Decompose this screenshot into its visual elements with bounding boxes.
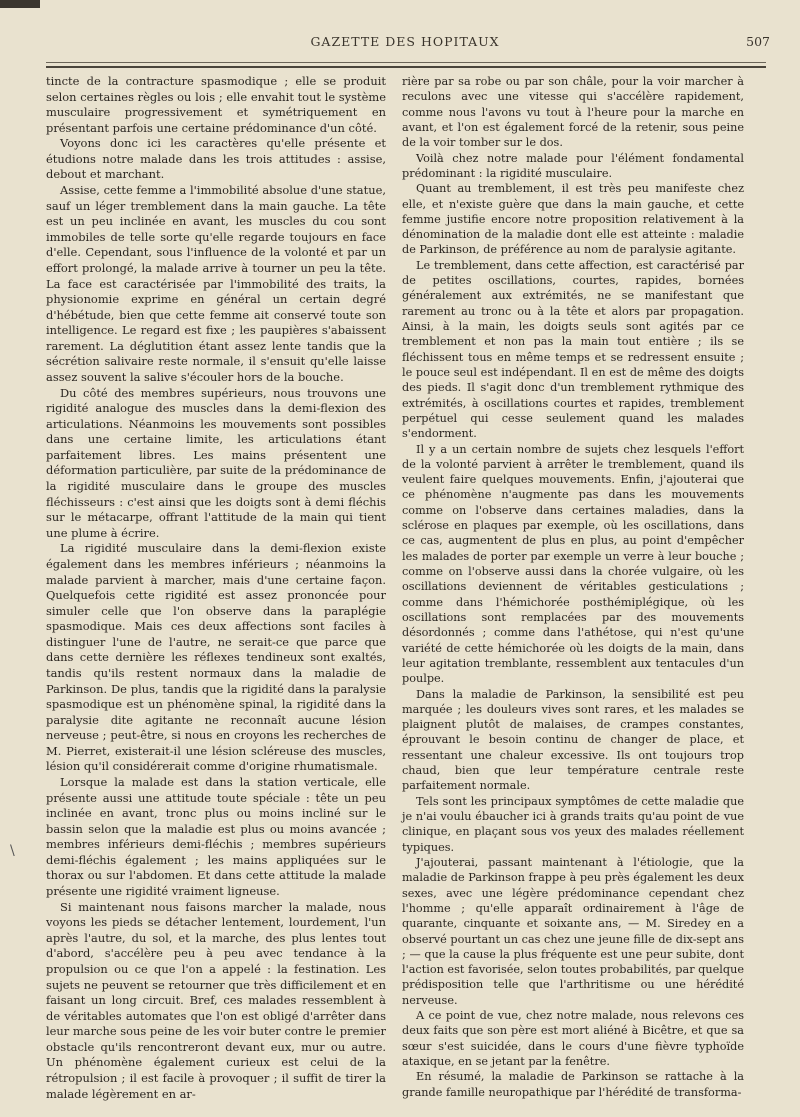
paragraph: Voilà chez notre malade pour l'élément fondamental prédominant : la rigidité musculaire. [402,151,744,180]
paragraph: tincte de la contracture spasmodique ; elle se produit selon certaines règles ou lois ; elle envahit tout le système musculaire progressivement et symétriquement en présentant parfois une certaine prédominance d'un côté. [46,74,386,135]
header-rule-thick [46,66,766,68]
paragraph: Assise, cette femme a l'immobilité absolue d'une statue, sauf un léger tremblement dans la main gauche. La tête est un peu inclinée en avant, les muscles du cou sont immobiles de telle sorte qu'elle regarde toujours en face d'elle. Cependant, sous l'influence de la volonté et par un effort prolongé, la malade arrive à tourner un peu la tête. La face est caractérisée par l'immobilité des traits, la physionomie exprime en général un certain degré d'hébétude, bien que cette femme ait conservé toute son intelligence. Le regard est fixe ; les paupières s'abaissent rarement. La déglutition étant assez lente tandis que la sécrétion salivaire reste normale, il s'ensuit qu'elle laisse assez souvent la salive s'écouler hors de la bouche. [46,183,386,384]
paragraph: J'ajouterai, passant maintenant à l'étiologie, que la maladie de Parkinson frappe à peu près également les deux sexes, avec une légère prédominance cependant chez l'homme ; qu'elle apparaît ordinairement à l'âge de quarante, cinquante et soixante ans, — M. Siredey en a observé pourtant un cas chez une jeune fille de dix-sept ans ; — que la cause la plus fréquente est une peur subite, dont l'action est favorisée, selon toutes probabilités, par quelque prédisposition telle que l'arthritisme ou une hérédité nerveuse. [402,855,744,1007]
paragraph: Voyons donc ici les caractères qu'elle présente et étudions notre malade dans les trois attitudes : assise, debout et marchant. [46,136,386,182]
left-column [46,74,386,1102]
paragraph: Si maintenant nous faisons marcher la malade, nous voyons les pieds se détacher lentement, lourdement, l'un après l'autre, du sol, et la marche, des plus lentes tout d'abord, s'accélère peu à peu avec tendance à la propulsion ou ce que l'on a appelé : la festination. Les sujets ne peuvent se retourner que très difficilement et en faisant un long circuit. Bref, ces malades ressemblent à de véritables automates que l'on est obligé d'arrêter dans leur marche sous peine de les voir buter contre le premier obstacle qu'ils rencontreront devant eux, mur ou autre. Un phénomène également curieux est celui de la rétropulsion ; il est facile à provoquer ; il suffit de tirer la malade légèrement en ar- [46,899,386,1101]
journal-title: GAZETTE DES HOPITAUX [310,34,500,49]
paragraph: Dans la maladie de Parkinson, la sensibilité est peu marquée ; les douleurs vives sont rares, et les malades se plaignent plutôt de malaises, de crampes constantes, éprouvant le besoin continu de changer de place, et ressentant une chaleur excessive. Ils ont toujours trop chaud, bien que leur température centrale reste parfaitement normale. [402,687,744,793]
paragraph: Tels sont les principaux symptômes de cette maladie que je n'ai voulu ébaucher ici à grands traits qu'au point de vue clinique, en plaçant sous vos yeux des malades réellement typiques. [402,794,744,854]
page-corner [0,0,40,8]
page-header [40,34,770,54]
paragraph: A ce point de vue, chez notre malade, nous relevons ces deux faits que son père est mort aliéné à Bicêtre, et que sa sœur s'est suicidée, dans le cours d'une fièvre typhoïde ataxique, en se jetant par la fenêtre. [402,1009,744,1068]
margin-mark: \ [10,843,15,859]
paragraph: Du côté des membres supérieurs, nous trouvons une rigidité analogue des muscles dans la demi-flexion des articulations. Néanmoins les mouvements sont possibles dans une certaine limite, les articulations étant parfaitement libres. Les mains présentent une déformation particulière, par suite de la prédominance de la rigidité musculaire dans le groupe des muscles fléchisseurs : c'est ainsi que les doigts sont à demi fléchis sur le métacarpe, offrant l'attitude de la main qui tient une plume à écrire. [46,385,386,540]
paragraph: Il y a un certain nombre de sujets chez lesquels l'effort de la volonté parvient à arrêter le tremblement, quand ils veulent faire quelques mouvements. Enfin, j'ajouterai que ce phénomène n'augmente pas dans les mouvements comme on l'observe dans certaines maladies, dans la sclérose en plaques par exemple, où les oscillations, dans ce cas, augmentent de plus en plus, au point d'empêcher les malades de porter par exemple un verre à leur bouche ; comme on l'observe aussi dans la chorée vulgaire, où les oscillations deviennent de véritables gesticulations ; comme dans l'hémichorée posthémiplégique, où les oscillations sont remplacées par des mouvements désordonnés ; comme dans l'athétose, qui n'est qu'une variété de cette hémichorée où les doigts de la main, dans leur agitation tremblante, ressemblent aux tentacules d'un poulpe. [402,442,744,686]
header-rule-thin [46,62,766,63]
paragraph: Le tremblement, dans cette affection, est caractérisé par de petites oscillations, courtes, rapides, bornées généralement aux extrémités, ne se manifestant que rarement au tronc ou à la tête et alors par propagation. Ainsi, à la main, les doigts seuls sont agités par ce tremblement et non pas la main tout entière ; ils se fléchissent tous en même temps et se redressent ensuite ; le pouce seul est indépendant. Il en est de même des doigts des pieds. Il s'agit donc d'un tremblement rythmique des extrémités, à oscillations courtes et rapides, tremblement perpétuel qui cesse seulement quand les malades s'endorment. [402,258,744,441]
paragraph: Lorsque la malade est dans la station verticale, elle présente aussi une attitude toute spéciale : tête un peu inclinée en avant, tronc plus ou moins incliné sur le bassin selon que la maladie est plus ou moins avancée ; membres inférieurs demi-fléchis ; membres supérieurs demi-fléchis également ; les mains appliquées sur le thorax ou sur l'abdomen. Et dans cette attitude la malade présente une rigidité vraiment ligneuse. [46,775,386,899]
page-number: 507 [746,34,770,49]
text-columns [46,74,768,1104]
paragraph: En résumé, la maladie de Parkinson se rattache à la grande famille neuropathique par l'hérédité de transforma- [402,1070,744,1099]
paragraph: Quant au tremblement, il est très peu manifeste chez elle, et n'existe guère que dans la main gauche, et cette femme justifie encore notre proposition relativement à la dénomination de la maladie dont elle est atteinte : maladie de Parkinson, de préférence au nom de paralysie agitante. [402,182,744,257]
paragraph: rière par sa robe ou par son châle, pour la voir marcher à reculons avec une vitesse qui s'accélère rapidement, comme nous l'avons vu tout à l'heure pour la marche en avant, et l'on est également forcé de la retenir, sous peine de la voir tomber sur le dos. [402,75,744,150]
right-column [402,74,744,1100]
paragraph: La rigidité musculaire dans la demi-flexion existe également dans les membres inférieurs ; néanmoins la malade parvient à marcher, mais d'une certaine façon. Quelquefois cette rigidité est assez prononcée pour simuler celle que l'on observe dans la paraplégie spasmodique. Mais ces deux affections sont faciles à distinguer l'une de l'autre, ne serait-ce que parce que dans cette dernière les réflexes tendineux sont exaltés, tandis qu'ils restent normaux dans la maladie de Parkinson. De plus, tandis que la rigidité dans la paralysie spasmodique est un phénomène spinal, la rigidité dans la paralysie dite agitante ne reconnaît aucune lésion nerveuse ; peut-être, si nous en croyons les recherches de M. Pierret, existerait-il une lésion scléreuse des muscles, lésion qu'il considérerait comme d'origine rhumatismale. [46,541,386,774]
